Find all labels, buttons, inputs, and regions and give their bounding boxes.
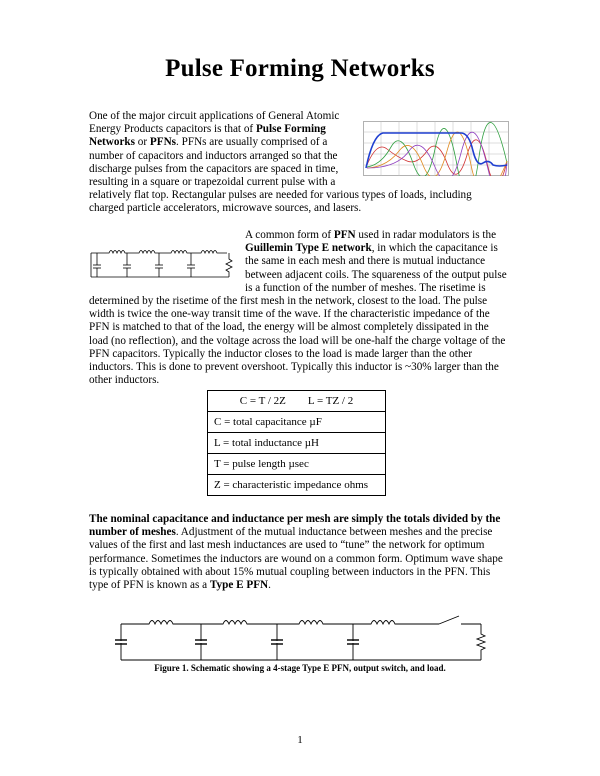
chart-grid xyxy=(363,121,509,176)
definition-cell: Z = characteristic impedance ohms xyxy=(208,475,386,496)
guillemin-paragraph: A common form of PFN used in radar modulators is the Guillemin Type E network, in which the capacitance is the same in each mesh and there is mutual inductance between adjacent coils. The squareness of the output pulse is a function of the number of meshes. The risetime is determined by the risetime of the first mesh in the network, closest to the load. The pulse width is twice the one-way transit time of the wave. If the characteristic impedance of the PFN is matched to that of the load, the energy will be almost completely dissipated in the load (no reflection), and the voltage across the load will be one-half the charge voltage of the PFN capacitors. Typically the inductor closes to the load is made larger than the other inductors. This is done to prevent overshoot. Typically this inductor is ~30% larger than the other inductors. xyxy=(89,229,507,387)
type-e-pfn-schematic xyxy=(113,606,493,664)
pulse-waveform-chart xyxy=(363,121,509,176)
output-pulse-trace xyxy=(366,133,507,168)
page-number: 1 xyxy=(297,734,303,746)
inductance-formula: L = TZ / 2 xyxy=(307,395,354,407)
formula-row xyxy=(208,391,386,412)
table-row xyxy=(208,454,386,475)
table-row xyxy=(208,412,386,433)
definition-cell: T = pulse length µsec xyxy=(208,454,386,475)
capacitance-formula: C = T / 2Z xyxy=(239,395,286,407)
mesh-trace-green xyxy=(367,122,507,176)
table-row xyxy=(208,433,386,454)
formula-cell xyxy=(208,391,386,412)
figure-caption: Figure 1. Schematic showing a 4-stage Type E PFN, output switch, and load. xyxy=(154,663,446,673)
definition-cell: C = total capacitance µF xyxy=(208,412,386,433)
definition-cell: L = total inductance µH xyxy=(208,433,386,454)
page-title: Pulse Forming Networks xyxy=(165,55,435,82)
formula-table xyxy=(207,390,386,496)
table-row xyxy=(208,475,386,496)
guillemin-network-schematic xyxy=(89,245,239,281)
intro-paragraph: One of the major circuit applications of General Atomic Energy Products capacitors is that of Pulse Forming Networks or PFNs. PFNs are usually comprised of a number of capacitors and inductors arranged so that the discharge pulses from the capacitors are spaced in time, resulting in a square or trapezoidal current pulse with a relatively flat top. Rectangular pulses are needed for various types of loads, including charged particle accelerators, microwave sources, and lasers. xyxy=(89,110,509,216)
mesh-paragraph: The nominal capacitance and inductance per mesh are simply the totals divided by the number of meshes. Adjustment of the mutual inductance between meshes and the precise values of the first and last mesh inductances are used to “tune” the network for optimum performance. Sometimes the inductors are wound on a common form. Optimum wave shape is typically obtained with about 15% mutual coupling between inductors in the PFN. This type of PFN is known as a Type E PFN. xyxy=(89,513,503,592)
